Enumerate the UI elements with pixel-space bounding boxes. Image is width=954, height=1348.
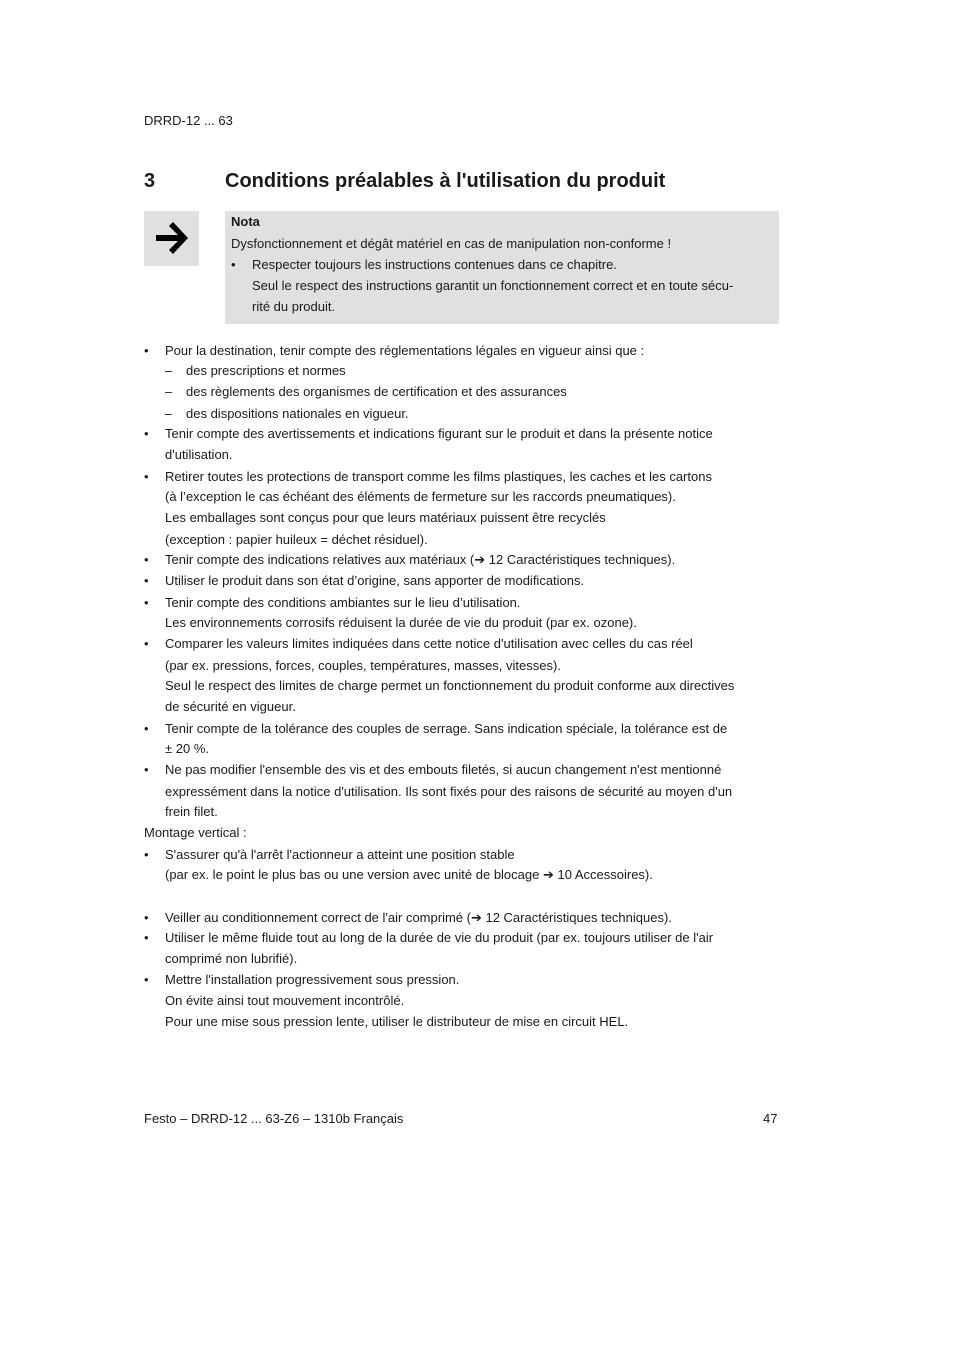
list-item: Tenir compte de la tolérance des couples de serrage. Sans indication spéciale, la tolérance est de bbox=[165, 721, 728, 736]
list-item: S'assurer qu'à l'arrêt l'actionneur a atteint une position stable bbox=[165, 847, 515, 862]
list-item-cont: (exception : papier huileux = déchet résiduel). bbox=[165, 532, 428, 547]
list-item-cont: Seul le respect des limites de charge permet un fonctionnement du produit conforme aux directives bbox=[165, 678, 735, 693]
list-item-cont bbox=[165, 864, 653, 885]
list-bullet: • bbox=[144, 762, 149, 777]
list-item-cont: frein filet. bbox=[165, 804, 218, 819]
list-bullet: • bbox=[144, 636, 149, 651]
note-bullet: • bbox=[231, 257, 236, 272]
list-bullet: • bbox=[144, 469, 149, 484]
list-item-cont: Les environnements corrosifs réduisent la durée de vie du produit (par ex. ozone). bbox=[165, 615, 637, 630]
chapter-title: Conditions préalables à l'utilisation du produit bbox=[225, 170, 666, 192]
list-bullet: • bbox=[144, 972, 149, 987]
list-item-cont: On évite ainsi tout mouvement incontrôlé. bbox=[165, 993, 405, 1008]
note-bullet-text: Respecter toujours les instructions contenues dans ce chapitre. bbox=[252, 257, 617, 272]
note-bullet-text: rité du produit. bbox=[252, 299, 336, 314]
list-item-cont: (par ex. pressions, forces, couples, températures, masses, vitesses). bbox=[165, 658, 561, 673]
arrow-right-icon: ➔ bbox=[474, 552, 486, 567]
list-item-cont: expressément dans la notice d'utilisation. Ils sont fixés pour des raisons de sécurité au moyen d'un bbox=[165, 784, 733, 799]
list-item-cont: Pour une mise sous pression lente, utiliser le distributeur de mise en circuit HEL. bbox=[165, 1014, 629, 1029]
list-bullet: • bbox=[144, 847, 149, 862]
chapter-number: 3 bbox=[144, 170, 156, 192]
list-item: Mettre l'installation progressivement sous pression. bbox=[165, 972, 460, 987]
arrow-right-icon: ➔ bbox=[470, 910, 482, 925]
list-item: Pour la destination, tenir compte des réglementations légales en vigueur ainsi que : bbox=[165, 343, 645, 358]
sub-list-item: des règlements des organismes de certification et des assurances bbox=[186, 384, 567, 399]
list-bullet: • bbox=[144, 930, 149, 945]
list-dash: – bbox=[165, 384, 173, 399]
list-item-cont: (à l’exception le cas échéant des éléments de fermeture sur les raccords pneumatiques). bbox=[165, 489, 676, 504]
note-warning: Dysfonctionnement et dégât matériel en cas de manipulation non-conforme ! bbox=[231, 236, 672, 251]
text: Tenir compte des indications relatives aux matériaux ( bbox=[165, 552, 475, 567]
text: Veiller au conditionnement correct de l'air comprimé ( bbox=[165, 910, 471, 925]
note-icon-box bbox=[144, 211, 199, 266]
list-bullet: • bbox=[144, 721, 149, 736]
list-bullet: • bbox=[144, 573, 149, 588]
list-item: Retirer toutes les protections de transport comme les films plastiques, les caches et les cartons bbox=[165, 469, 712, 484]
footer-doc-info: Festo – DRRD-12 ... 63-Z6 – 1310b Français bbox=[144, 1111, 404, 1126]
list-item: Tenir compte des conditions ambiantes sur le lieu d’utilisation. bbox=[165, 595, 521, 610]
list-item-cont: de sécurité en vigueur. bbox=[165, 699, 296, 714]
note-title: Nota bbox=[231, 214, 260, 229]
list-dash: – bbox=[165, 363, 173, 378]
list-item-cont: d'utilisation. bbox=[165, 447, 233, 462]
list-item-cont: Les emballages sont conçus pour que leurs matériaux puissent être recyclés bbox=[165, 510, 606, 525]
list-item: Utiliser le même fluide tout au long de la durée de vie du produit (par ex. toujours utiliser de l'air bbox=[165, 930, 714, 945]
list-item: Ne pas modifier l'ensemble des vis et des embouts filetés, si aucun changement n'est mentionné bbox=[165, 762, 722, 777]
list-item bbox=[165, 549, 675, 570]
list-bullet: • bbox=[144, 552, 149, 567]
list-item bbox=[165, 907, 672, 928]
list-bullet: • bbox=[144, 910, 149, 925]
arrow-right-icon: ➔ bbox=[542, 867, 554, 882]
list-bullet: • bbox=[144, 595, 149, 610]
list-bullet: • bbox=[144, 343, 149, 358]
list-item: Comparer les valeurs limites indiquées dans cette notice d'utilisation avec celles du cas réel bbox=[165, 636, 693, 651]
cross-reference-link[interactable]: 12 Caractéristiques techniques). bbox=[485, 552, 676, 567]
list-bullet: • bbox=[144, 426, 149, 441]
list-item: Tenir compte des avertissements et indications figurant sur le produit et dans la présente notice bbox=[165, 426, 713, 441]
sub-list-item: des prescriptions et normes bbox=[186, 363, 346, 378]
text: (par ex. le point le plus bas ou une version avec unité de blocage bbox=[165, 867, 543, 882]
list-item-cont: ± 20 %. bbox=[165, 741, 209, 756]
list-item: Utiliser le produit dans son état d’origine, sans apporter de modifications. bbox=[165, 573, 585, 588]
note-bullet-text: Seul le respect des instructions garantit un fonctionnement correct et en toute sécu- bbox=[252, 278, 734, 293]
subheading-montage: Montage vertical : bbox=[144, 825, 247, 840]
cross-reference-link[interactable]: 10 Accessoires). bbox=[553, 867, 653, 882]
header-doc-ref: DRRD-12 ... 63 bbox=[144, 113, 233, 128]
page-number: 47 bbox=[763, 1111, 778, 1126]
list-item-cont: comprimé non lubrifié). bbox=[165, 951, 298, 966]
list-dash: – bbox=[165, 406, 173, 421]
cross-reference-link[interactable]: 12 Caractéristiques techniques). bbox=[481, 910, 672, 925]
arrow-right-icon bbox=[152, 217, 192, 259]
sub-list-item: des dispositions nationales en vigueur. bbox=[186, 406, 409, 421]
